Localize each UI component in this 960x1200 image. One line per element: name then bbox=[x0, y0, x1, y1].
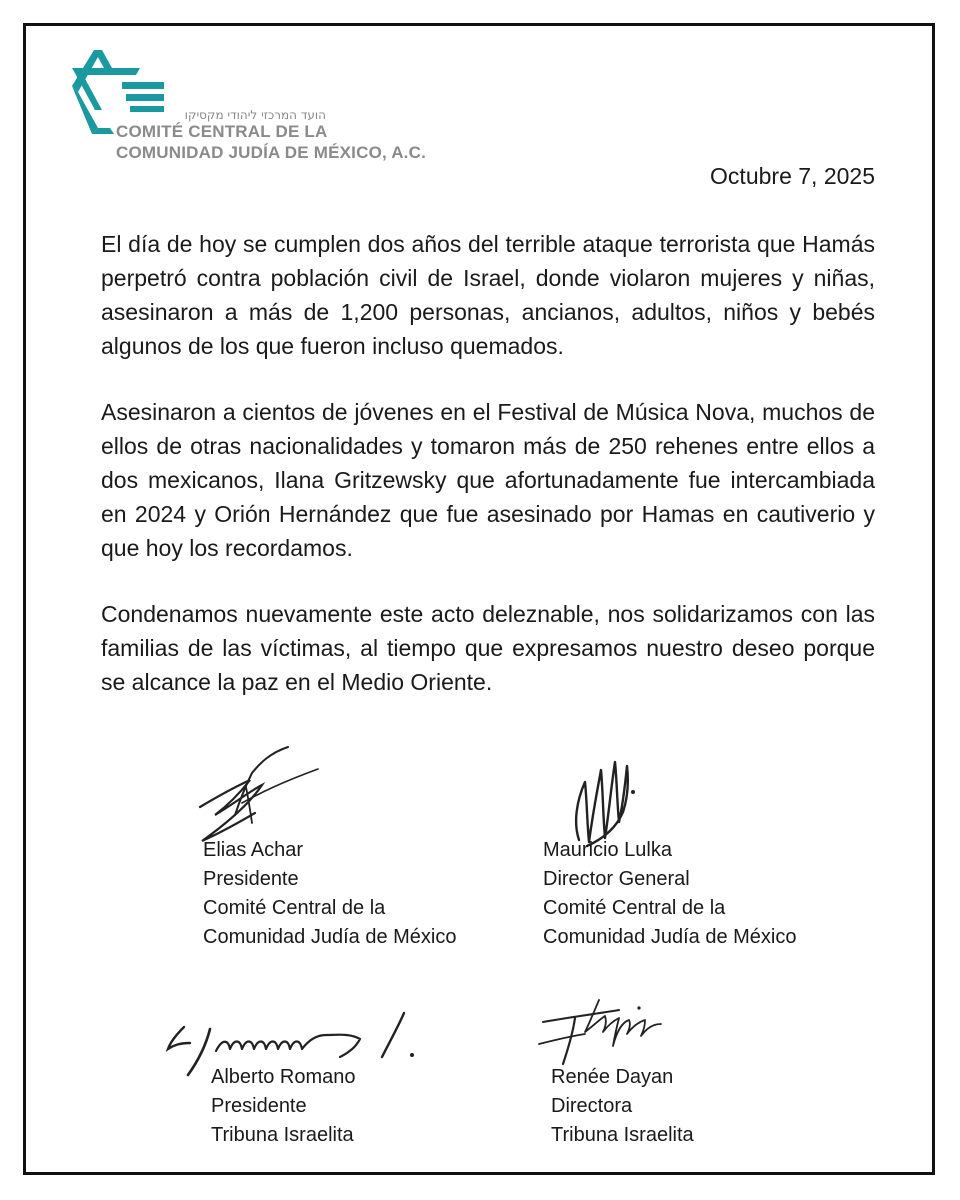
body-paragraph: Condenamos nuevamente este acto deleznable, nos solidarizamos con las familias de las víctimas, al tiempo que expresamos nuestro deseo porque se alcance la paz en el Medio Oriente. bbox=[101, 601, 875, 695]
signatory-org: Tribuna Israelita bbox=[211, 1124, 354, 1146]
signatory-org: Comunidad Judía de México bbox=[203, 926, 457, 948]
signature-block-renee-dayan bbox=[551, 1063, 694, 1150]
letter-date: Octubre 7, 2025 bbox=[710, 163, 875, 189]
signatory-org: Comunidad Judía de México bbox=[543, 926, 797, 948]
signatory-title: Presidente bbox=[211, 1095, 307, 1117]
logo-hebrew-text: הועד המרכזי ליהודי מקסיקו bbox=[184, 108, 326, 122]
signatory-org: Comité Central de la bbox=[203, 897, 386, 919]
signatory-name: Mauricio Lulka bbox=[543, 839, 672, 861]
signature-block-elias-achar bbox=[203, 836, 456, 952]
signatory-name: Alberto Romano bbox=[211, 1066, 356, 1088]
signature-renee-dayan bbox=[535, 990, 675, 1070]
signature-block-mauricio-lulka bbox=[543, 836, 796, 952]
signatory-name: Renée Dayan bbox=[551, 1066, 674, 1088]
signature-block-alberto-romano bbox=[211, 1063, 356, 1150]
signatory-org: Tribuna Israelita bbox=[551, 1124, 694, 1146]
signatory-name: Elias Achar bbox=[203, 839, 304, 861]
body-paragraph: Asesinaron a cientos de jóvenes en el Festival de Música Nova, muchos de ellos de otras nacionalidades y tomaron más de 250 rehenes entre ellos a dos mexicanos, Ilana Gritzewsky que afortunadamente fue intercambiada en 2024 y Orión Hernández que fue asesinado por Hamas en cautiverio y que hoy los recordamos. bbox=[101, 399, 875, 561]
signatory-title: Directora bbox=[551, 1095, 633, 1117]
logo-org-name-line2: COMUNIDAD JUDÍA DE MÉXICO, A.C. bbox=[116, 143, 427, 162]
signatory-title: Presidente bbox=[203, 868, 299, 890]
logo-org-name-line1: COMITÉ CENTRAL DE LA bbox=[116, 122, 328, 141]
signatory-org: Comité Central de la bbox=[543, 897, 726, 919]
signature-elias-achar bbox=[180, 745, 320, 850]
signatory-title: Director General bbox=[543, 868, 690, 890]
body-paragraph: El día de hoy se cumplen dos años del terrible ataque terrorista que Hamás perpetró contra población civil de Israel, donde violaron mujeres y niñas, asesinaron a más de 1,200 personas, ancianos, adultos, niños y bebés algunos de los que fueron incluso quemados. bbox=[101, 231, 875, 359]
